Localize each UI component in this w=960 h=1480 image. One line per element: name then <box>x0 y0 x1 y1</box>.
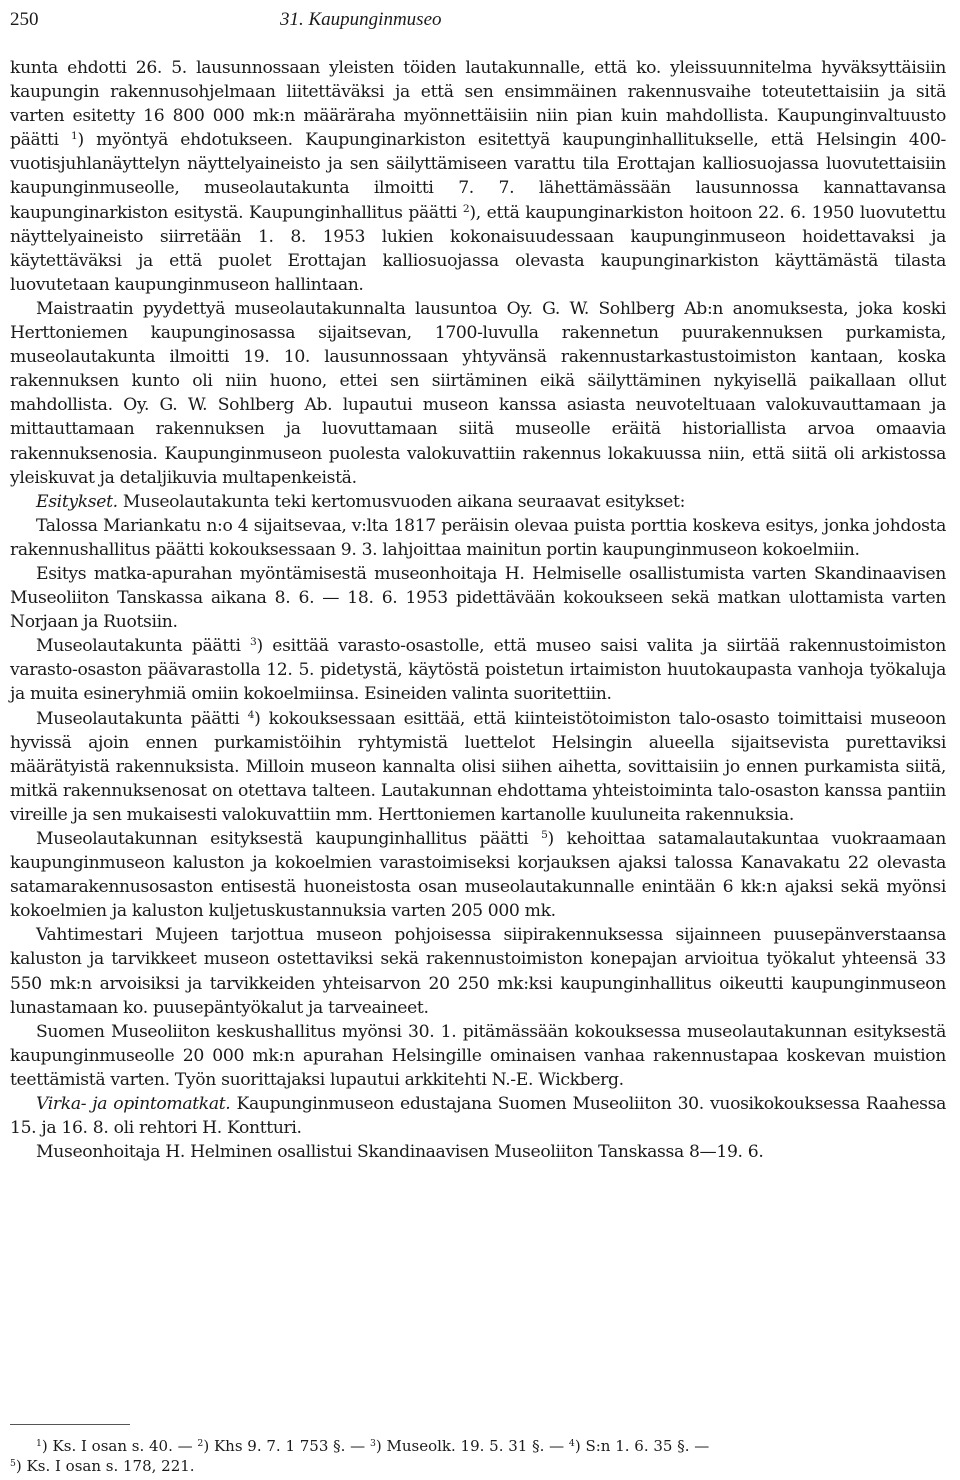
paragraph <box>10 297 946 490</box>
text-run: Esitys matka-apurahan myöntämisestä museonhoitaja H. Helmiselle osallistumista varten Skandinaavisen Museoliiton Tanskassa aikana 8. 6. — 18. 6. 1953 pidettävään kokoukseen sekä matkan ulottamista varten Norjaan ja Ruotsiin. <box>10 563 946 633</box>
footnote-mark: 4 <box>247 707 255 721</box>
body-text <box>10 56 946 1164</box>
footnote-divider <box>10 1424 130 1425</box>
text-run: ) kokouksessaan esittää, että kiinteistötoimiston talo-osasto toimittaisi museoon hyvissä ajoin ennen purkamistöihin ryhtymistä luettelot Helsingin alueella sijaitsevista purettaviksi määrätyistä rakennuksista. Milloin museon kannalta olisi siihen aihetta, sovittaisiin jo ennen purkamista siitä, mitkä rakennuksenosat on otettava talteen. Lautakunnan ehdottama yhteistoiminta talo-osaston kanssa pantiin vireille ja sen mukaisesti valokuvattiin mm. Herttoniemen kartanolle kuuluneita rakennuksia. <box>10 708 946 825</box>
section-heading: Virka- ja opintomatkat. <box>36 1094 231 1115</box>
footnote-mark: 2 <box>462 201 470 215</box>
footnote-mark: 3 <box>250 635 257 649</box>
footnote-mark: 5 <box>10 1457 16 1469</box>
paragraph <box>10 827 946 923</box>
footnote-mark: 2 <box>197 1437 204 1449</box>
paragraph <box>10 56 946 297</box>
text-run: ) S:n 1. 6. 35 §. — <box>574 1437 710 1455</box>
text-run: kunta ehdotti 26. 5. lausunnossaan yleisten töiden lautakunnalle, että ko. yleissuunnitelma hyväksyttäisiin kaupungin rakennusohjelmaan liitettäväksi ja että sen ensimmäinen rakennusvaihe toteutettaisiin ja sitä varten esitetty 16 800 000 mk:n määräraha myönnettäisiin niin pian kuin mahdollista. Kaupunginvaltuusto päätti <box>10 58 946 151</box>
text-run: ), että kaupunginarkiston hoitoon 22. 6. 1950 luovutettu näyttelyaineisto siirretään 1. 8. 1953 lukien kokonaisuudessaan kaupunginmuseon hoidettavaksi ja käytettäväksi ja että puolet Erottajan kalliosuojassa olevasta kaupunginarkiston käyttämästä tilasta luovutetaan kaupunginmuseon hallintaan. <box>10 202 946 295</box>
text-run: ) Khs 9. 7. 1 753 §. — <box>203 1437 370 1455</box>
text-run: ) esittää varasto-osastolle, että museo saisi valita ja siirtää rakennustoimiston varasto-osaston päävarastolla 12. 5. pidetystä, käytöstä poistetun irtaimiston huutokaupasta vanhoja työkaluja ja muita esineryhmiä omiin kokoelmiinsa. Esineiden valinta suoritettiin. <box>10 636 946 705</box>
text-run: Museolautakunta päätti <box>36 708 248 729</box>
text-run: ) Museolk. 19. 5. 31 §. — <box>375 1437 569 1455</box>
footnote-mark: 1 <box>71 129 78 143</box>
footnote-mark: 3 <box>369 1437 376 1449</box>
paragraph <box>10 634 946 706</box>
footnote-mark: 5 <box>541 828 548 842</box>
text-run: ) kehoittaa satamalautakuntaa vuokraamaan kaupunginmuseon kaluston ja kokoelmien varastoimiseksi korjauksen ajaksi talossa Kanavakatu 22 olevasta satamarakennusosaston entisestä huoneistosta osan museolautakunnalle enintään 6 kk:n ajaksi sekä myönsi kokoelmien ja kaluston kuljetuskustannuksia varten 205 000 mk. <box>10 829 946 922</box>
text-run: Vahtimestari Mujeen tarjottua museon pohjoisessa siipirakennuksessa sijainneen puusepänverstaansa kaluston ja tarvikkeet museon ostettaviksi sekä rakennustoimiston konepajan arvioitua työkalut yhteensä 33 550 mk:n arvoisiksi ja tarvikkeiden yhteisarvon 20 250 mk:ksi kaupunginhallitus oikeutti kaupunginmuseon lunastamaan ko. puusepäntyökalut ja tarveaineet. <box>10 925 946 1018</box>
running-title: 31. Kaupunginmuseo <box>280 9 442 30</box>
paragraph <box>10 1092 946 1140</box>
text-run: Museolautakunnan esityksestä kaupunginhallitus päätti <box>36 829 542 849</box>
running-head <box>10 0 946 40</box>
paragraph <box>10 1020 946 1092</box>
footnotes <box>10 1436 946 1476</box>
text-run: ) Ks. I osan s. 40. — <box>41 1437 198 1455</box>
paragraph <box>10 490 946 514</box>
text-run: Suomen Museoliiton keskushallitus myönsi 30. 1. pitämässään kokouksessa museolautakunnan esityksestä kaupunginmuseolle 20 000 mk:n apurahan Helsingille ominaisen vanhaa rakennustapaa koskevan muistion teettämistä varten. Työn suorittajaksi lupautui arkkitehti N.-E. Wickberg. <box>10 1021 946 1090</box>
text-run: ) myöntyä ehdotukseen. Kaupunginarkiston esitettyä kaupunginhallitukselle, että Helsingin 400-vuotisjuhlanäyttelyn näyttelyaineisto ja sen säilyttämiseen varattu tila Erottajan kalliosuojassa luovutettaisiin kaupunginmuseolle, museolautakunta ilmoitti 7. 7. lähettämässään lausunnossa kannattavansa kaupunginarkiston esitystä. Kaupunginhallitus päätti <box>10 130 946 223</box>
text-run: ) Ks. I osan s. 178, 221. <box>15 1457 195 1475</box>
footnote-line <box>10 1456 946 1476</box>
page-number: 250 <box>10 9 39 30</box>
paragraph <box>10 562 946 634</box>
paragraph <box>10 707 946 827</box>
footnote-line <box>10 1436 946 1456</box>
footnote-mark: 4 <box>568 1437 575 1449</box>
text-run: Museonhoitaja H. Helminen osallistui Skandinaavisen Museoliiton Tanskassa 8—19. 6. <box>36 1142 764 1163</box>
text-run: Museolautakunta teki kertomusvuoden aikana seuraavat esitykset: <box>117 491 686 512</box>
section-heading: Esitykset. <box>36 491 118 512</box>
paragraph <box>10 1140 946 1164</box>
paragraph <box>10 923 946 1019</box>
footnote-mark: 1 <box>36 1437 42 1449</box>
text-run: Talossa Mariankatu n:o 4 sijaitsevaa, v:lta 1817 peräisin olevaa puista porttia koskeva esitys, jonka johdosta rakennushallitus päätti kokouksessaan 9. 3. lahjoittaa mainitun portin kaupunginmuseon kokoelmiin. <box>10 515 946 560</box>
paragraph <box>10 514 946 562</box>
text-run: Museolautakunta päätti <box>36 636 251 657</box>
text-run: Maistraatin pyydettyä museolautakunnalta lausuntoa Oy. G. W. Sohlberg Ab:n anomuksesta, joka koski Herttoniemen kaupunginosassa sijaitsevan, 1700-luvulla rakennetun puurakennuksen purkamista, museolautakunta ilmoitti 19. 10. lausunnossaan yhtyvänsä rakennustarkastustoimiston kantaan, koska rakennuksen kunto oli niin huono, ettei sen siirtäminen eikä säilyttäminen nykyisellä paikallaan ollut mahdollista. Oy. G. W. Sohlberg Ab. lupautui museon kanssa asiasta neuvoteltuaan valokuvauttamaan ja mittauttamaan rakennuksen ja luovuttamaan siitä museolle eräitä historiallista arvoa omaavia rakennuksenosia. Kaupunginmuseon puolesta valokuvattiin rakennus lokakuussa niin, että siitä oli arkistossa yleiskuvat ja detaljikuvia multapenkeistä. <box>10 298 946 488</box>
text-run: Kaupunginmuseon edustajana Suomen Museoliiton 30. vuosikokouksessa Raahessa 15. ja 16. 8. oli rehtori H. Kontturi. <box>10 1094 946 1139</box>
